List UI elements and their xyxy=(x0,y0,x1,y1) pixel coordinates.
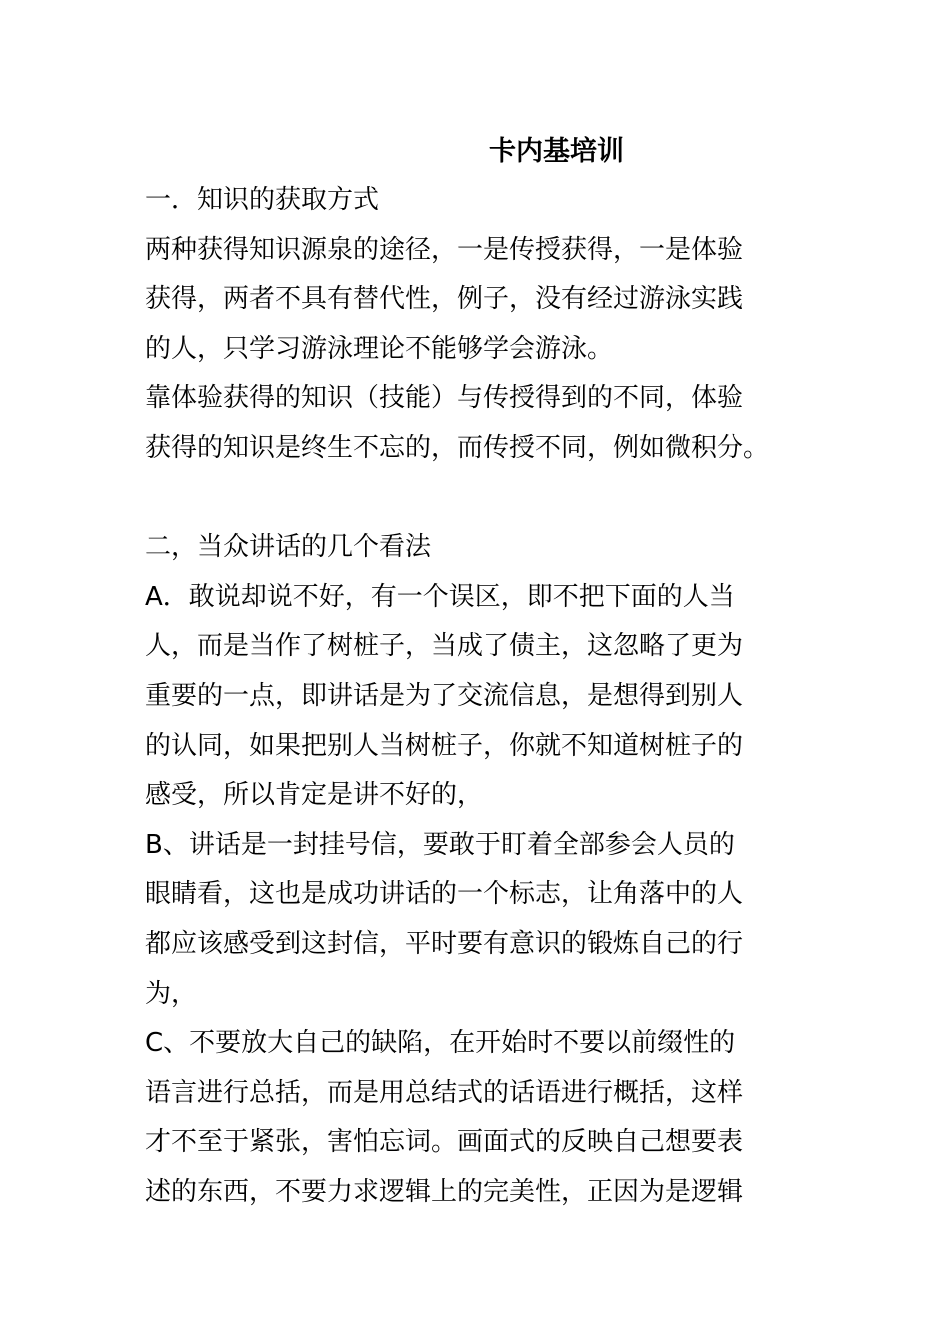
paragraph-line: 重要的一点，即讲话是为了交流信息，是想得到别人 xyxy=(145,680,744,711)
body-text xyxy=(145,176,815,1217)
section-heading-1: 一．知识的获取方式 xyxy=(145,185,380,215)
paragraph-line: 的人，只学习游泳理论不能够学会游泳。 xyxy=(145,333,614,364)
paragraph-line: 获得的知识是终生不忘的，而传授不同，例如微积分。 xyxy=(145,432,770,463)
paragraph-line: 人，而是当作了树桩子，当成了债主，这忽略了更为 xyxy=(145,631,744,662)
paragraph-line: 靠体验获得的知识（技能）与传授得到的不同，体验 xyxy=(145,383,744,414)
paragraph-line: 眼睛看，这也是成功讲话的一个标志，让角落中的人 xyxy=(145,879,744,910)
paragraph-line: 才不至于紧张，害怕忘词。画面式的反映自己想要表 xyxy=(145,1127,744,1158)
paragraph-line: A．敢说却说不好，有一个误区，即不把下面的人当 xyxy=(145,581,735,612)
paragraph-line: C、不要放大自己的缺陷，在开始时不要以前缀性的 xyxy=(145,1028,736,1059)
paragraph-line: 感受，所以肯定是讲不好的， xyxy=(145,780,484,811)
paragraph-line: 为， xyxy=(145,978,198,1009)
blank-line xyxy=(145,474,815,524)
page-title: 卡内基培训 xyxy=(489,136,624,167)
section-heading-2: 二，当众讲话的几个看法 xyxy=(145,532,432,563)
paragraph-line: 的认同，如果把别人当树桩子，你就不知道树桩子的 xyxy=(145,730,744,761)
paragraph-line: 获得，两者不具有替代性，例子，没有经过游泳实践 xyxy=(145,284,744,315)
paragraph-line: 都应该感受到这封信，平时要有意识的锻炼自己的行 xyxy=(145,928,744,959)
paragraph-line: B、讲话是一封挂号信，要敢于盯着全部参会人员的 xyxy=(145,829,735,860)
paragraph-line: 述的东西，不要力求逻辑上的完美性，正因为是逻辑 xyxy=(145,1176,744,1207)
paragraph-line: 语言进行总括，而是用总结式的话语进行概括，这样 xyxy=(145,1077,744,1108)
paragraph-line: 两种获得知识源泉的途径，一是传授获得，一是体验 xyxy=(145,234,744,265)
